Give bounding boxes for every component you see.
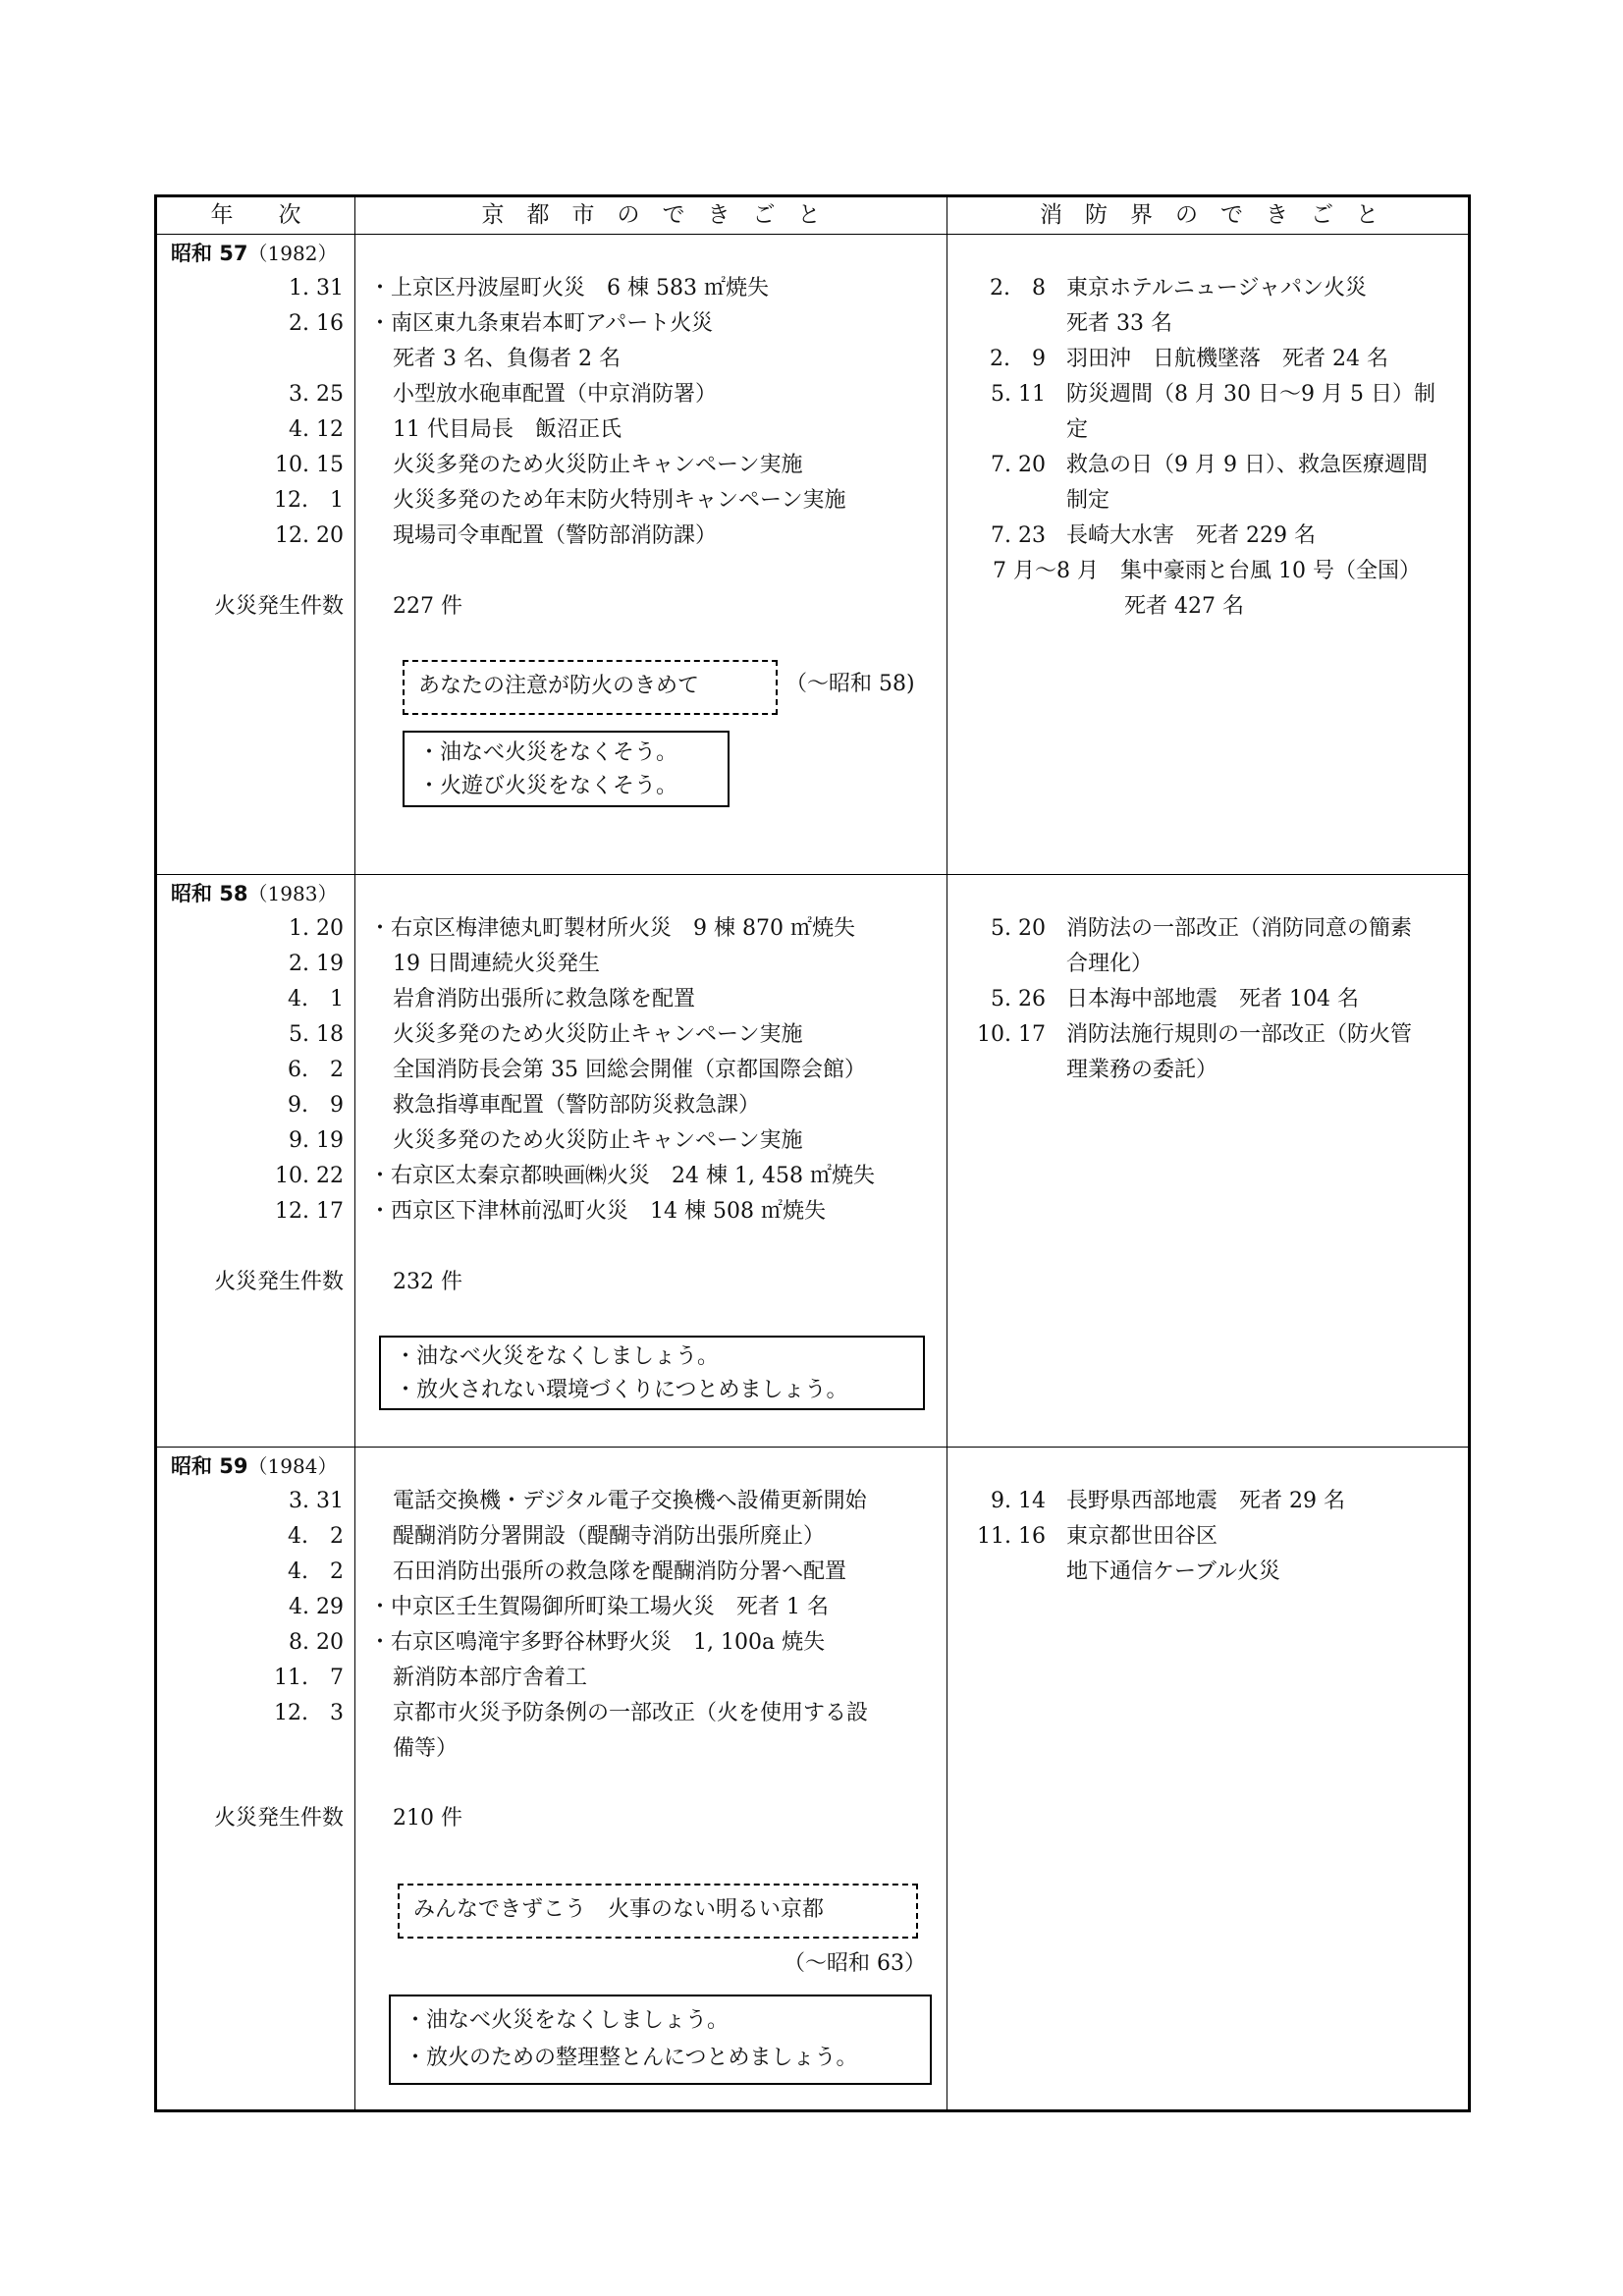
campaign-box bbox=[379, 1336, 925, 1410]
row-divider-1 bbox=[157, 874, 1468, 875]
event-text: 救急指導車配置（警防部防災救急課） bbox=[393, 1093, 761, 1118]
event-text: 電話交換機・デジタル電子交換機へ設備更新開始 bbox=[393, 1489, 867, 1513]
event-text: 火災多発のため年末防火特別キャンペーン実施 bbox=[393, 488, 846, 513]
event-date: 9. 19 bbox=[289, 1128, 344, 1153]
event-text: 小型放水砲車配置（中京消防署） bbox=[393, 382, 718, 407]
year-heading bbox=[171, 876, 337, 911]
event-text: 地下通信ケーブル火災 bbox=[1066, 1559, 1281, 1584]
fire-count-label: 火災発生件数 bbox=[213, 1806, 344, 1831]
year-heading bbox=[171, 1449, 337, 1484]
event-date: 5. 11 bbox=[991, 382, 1046, 407]
event-text: ・右京区鳴滝宇多野谷林野火災 1, 100a 焼失 bbox=[369, 1630, 826, 1655]
event-date: 12. 17 bbox=[275, 1199, 344, 1224]
event-date: 4. 29 bbox=[289, 1595, 344, 1619]
event-text: ・上京区丹波屋町火災 6 棟 583 ㎡焼失 bbox=[369, 276, 769, 301]
event-date: 5. 20 bbox=[991, 916, 1046, 941]
event-text: 醍醐消防分署開設（醍醐寺消防出張所廃止） bbox=[393, 1524, 826, 1549]
fire-event-text: 7 月～8 月 集中豪雨と台風 10 号（全国） bbox=[993, 559, 1421, 583]
event-text: ・右京区梅津徳丸町製材所火災 9 棟 870 ㎡焼失 bbox=[369, 916, 855, 941]
fire-count: 210 件 bbox=[393, 1806, 462, 1831]
campaign-item: ・火遊び火災をなくそう。 bbox=[418, 774, 678, 798]
column-divider-1 bbox=[354, 197, 355, 2109]
event-text: 火災多発のため火災防止キャンペーン実施 bbox=[393, 453, 803, 477]
slogan-text: みんなできずこう 火事のない明るい京都 bbox=[413, 1897, 825, 1922]
event-text: 死者 33 名 bbox=[1066, 311, 1172, 336]
event-text: 理業務の委託） bbox=[1066, 1058, 1218, 1082]
event-date: 3. 31 bbox=[289, 1489, 344, 1513]
event-text: 19 日間連続火災発生 bbox=[393, 952, 600, 976]
event-text: 合理化） bbox=[1066, 952, 1154, 976]
event-text: ・右京区太秦京都映画㈱火災 24 棟 1, 458 ㎡焼失 bbox=[369, 1164, 875, 1188]
campaign-box bbox=[403, 731, 730, 807]
event-date: 8. 20 bbox=[289, 1630, 344, 1655]
event-date: 10. 17 bbox=[977, 1022, 1046, 1047]
slogan-box bbox=[403, 660, 778, 715]
western-year: （1984） bbox=[247, 1454, 338, 1478]
event-text: 京都市火災予防条例の一部改正（火を使用する設 bbox=[393, 1701, 869, 1725]
event-text: 日本海中部地震 死者 104 名 bbox=[1066, 987, 1359, 1011]
era-year: 昭和 59 bbox=[171, 1454, 248, 1478]
fire-count: 227 件 bbox=[393, 594, 462, 619]
event-date: 11. 16 bbox=[977, 1524, 1046, 1549]
event-text: 11 代目局長 飯沼正氏 bbox=[393, 417, 622, 442]
event-text: 防災週間（8 月 30 日～9 月 5 日）制 bbox=[1066, 382, 1435, 407]
event-date: 10. 15 bbox=[275, 453, 344, 477]
event-text: 死者 3 名、負傷者 2 名 bbox=[393, 347, 621, 371]
event-date: 4. 12 bbox=[289, 417, 344, 442]
event-date: 12. 1 bbox=[274, 488, 344, 513]
event-date: 12. 20 bbox=[275, 523, 344, 548]
event-text: 消防法の一部改正（消防同意の簡素 bbox=[1066, 916, 1413, 941]
event-date: 1. 31 bbox=[289, 276, 344, 301]
event-date: 1. 20 bbox=[289, 916, 344, 941]
event-text: ・中京区壬生賀陽御所町染工場火災 死者 1 名 bbox=[369, 1595, 829, 1619]
year-heading bbox=[171, 236, 337, 271]
slogan-text: あなたの注意が防火のきめて bbox=[418, 674, 700, 698]
era-year: 昭和 57 bbox=[171, 242, 248, 265]
event-text: 長崎大水害 死者 229 名 bbox=[1066, 523, 1316, 548]
event-date: 11. 7 bbox=[274, 1666, 344, 1690]
event-date: 12. 3 bbox=[274, 1701, 344, 1725]
campaign-box bbox=[389, 1995, 932, 2085]
western-year: （1982） bbox=[247, 242, 338, 265]
event-text: 消防法施行規則の一部改正（防火管 bbox=[1066, 1022, 1413, 1047]
campaign-item: ・油なべ火災をなくしましょう。 bbox=[395, 1344, 720, 1369]
event-text: 岩倉消防出張所に救急隊を配置 bbox=[393, 987, 696, 1011]
event-text: 火災多発のため火災防止キャンペーン実施 bbox=[393, 1022, 803, 1047]
event-text: 東京ホテルニュージャパン火災 bbox=[1066, 276, 1368, 301]
event-date: 4. 2 bbox=[288, 1559, 344, 1584]
event-date: 9. 9 bbox=[288, 1093, 344, 1118]
campaign-item: ・油なべ火災をなくしましょう。 bbox=[405, 2008, 730, 2033]
event-text: 火災多発のため火災防止キャンペーン実施 bbox=[393, 1128, 803, 1153]
event-date: 5. 26 bbox=[991, 987, 1046, 1011]
slogan-period: （～昭和 63） bbox=[784, 1951, 926, 1976]
event-text: 備等） bbox=[393, 1736, 459, 1761]
event-text: 羽田沖 日航機墜落 死者 24 名 bbox=[1066, 347, 1388, 371]
chronology-table bbox=[154, 194, 1471, 2112]
campaign-item: ・油なべ火災をなくそう。 bbox=[418, 740, 678, 765]
fire-count: 232 件 bbox=[393, 1270, 462, 1294]
event-date: 9. 14 bbox=[991, 1489, 1046, 1513]
row-divider-2 bbox=[157, 1447, 1468, 1448]
event-text: ・南区東九条東岩本町アパート火災 bbox=[369, 311, 714, 336]
event-date: 10. 22 bbox=[275, 1164, 344, 1188]
event-date: 4. 1 bbox=[288, 987, 344, 1011]
slogan-box bbox=[398, 1884, 918, 1939]
event-date: 5. 18 bbox=[289, 1022, 344, 1047]
header-divider bbox=[157, 234, 1468, 235]
campaign-item: ・放火されない環境づくりにつとめましょう。 bbox=[395, 1378, 848, 1402]
era-year: 昭和 58 bbox=[171, 882, 248, 905]
event-text: 新消防本部庁舎着工 bbox=[393, 1666, 588, 1690]
event-date: 2. 9 bbox=[990, 347, 1046, 371]
event-text: ・西京区下津林前泓町火災 14 棟 508 ㎡焼失 bbox=[369, 1199, 826, 1224]
event-text: 定 bbox=[1066, 417, 1089, 442]
event-date: 6. 2 bbox=[288, 1058, 344, 1082]
header-year: 年 次 bbox=[210, 202, 301, 228]
event-text: 現場司令車配置（警防部消防課） bbox=[393, 523, 718, 548]
event-date: 7. 20 bbox=[991, 453, 1046, 477]
campaign-item: ・放火のための整理整とんにつとめましょう。 bbox=[405, 2046, 858, 2070]
slogan-period: （～昭和 58) bbox=[785, 672, 915, 696]
event-date: 2. 8 bbox=[990, 276, 1046, 301]
event-text: 石田消防出張所の救急隊を醍醐消防分署へ配置 bbox=[393, 1559, 847, 1584]
event-text: 救急の日（9 月 9 日）、救急医療週間 bbox=[1066, 453, 1428, 477]
fire-event-text: 死者 427 名 bbox=[1124, 594, 1244, 619]
event-date: 2. 16 bbox=[289, 311, 344, 336]
event-text: 東京都世田谷区 bbox=[1066, 1524, 1218, 1549]
event-text: 全国消防長会第 35 回総会開催（京都国際会館） bbox=[393, 1058, 866, 1082]
event-text: 長野県西部地震 死者 29 名 bbox=[1066, 1489, 1345, 1513]
western-year: （1983） bbox=[247, 882, 338, 905]
header-kyoto-events: 京 都 市 の で き ご と bbox=[481, 202, 821, 228]
event-date: 3. 25 bbox=[289, 382, 344, 407]
event-date: 2. 19 bbox=[289, 952, 344, 976]
event-date: 7. 23 bbox=[991, 523, 1046, 548]
event-date: 4. 2 bbox=[288, 1524, 344, 1549]
fire-count-label: 火災発生件数 bbox=[213, 1270, 344, 1294]
fire-count-label: 火災発生件数 bbox=[213, 594, 344, 619]
header-fire-service-events: 消 防 界 の で き ご と bbox=[1040, 202, 1379, 228]
event-text: 制定 bbox=[1066, 488, 1110, 513]
